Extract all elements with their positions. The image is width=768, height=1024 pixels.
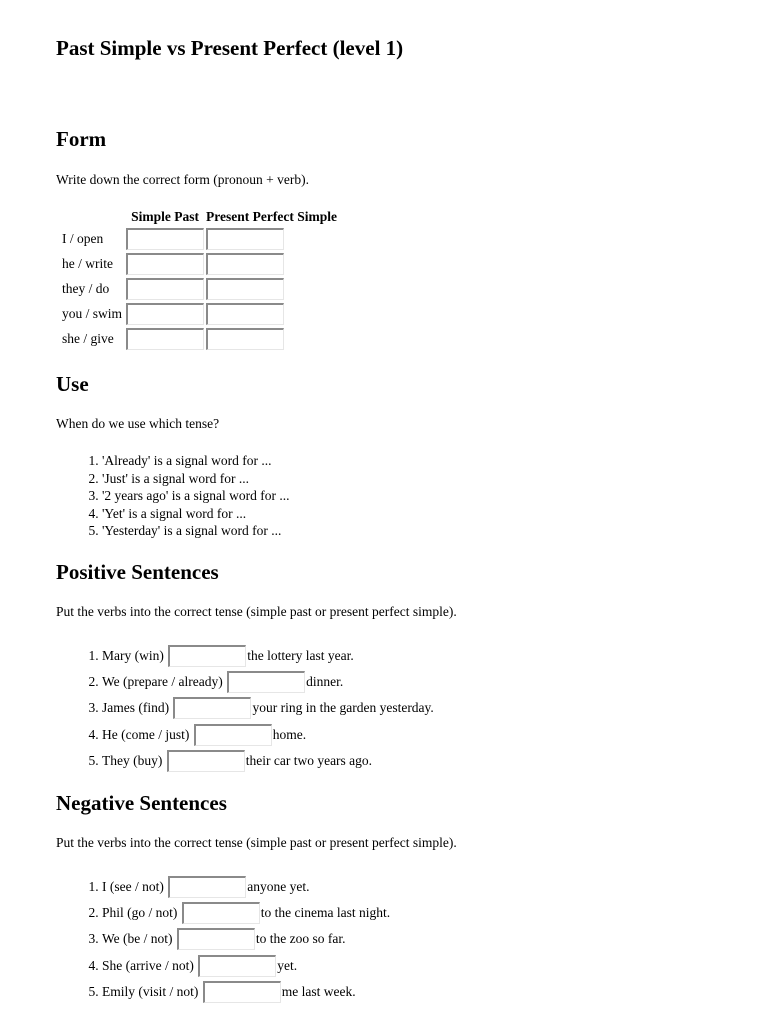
signal-word-list	[56, 452, 289, 540]
form-table	[56, 206, 339, 353]
form-row	[58, 253, 337, 275]
positive-exercise-list	[56, 643, 434, 774]
form-table-header	[58, 209, 337, 225]
exercise-prompt: She (arrive / not)	[102, 957, 194, 973]
negative-instruction: Put the verbs into the correct tense (simple past or present perfect simple).	[56, 835, 457, 850]
exercise-prompt: He (come / just)	[102, 726, 190, 742]
exercise-prompt: Mary (win)	[102, 648, 164, 663]
exercise-prompt: We (be / not)	[102, 931, 173, 947]
exercise-prompt: They (buy)	[102, 752, 163, 768]
present-perfect-input[interactable]	[206, 253, 284, 275]
present-perfect-input[interactable]	[206, 228, 284, 250]
form-row-label: you / swim	[62, 306, 123, 321]
answer-input[interactable]	[227, 671, 305, 693]
form-heading: Form	[56, 127, 107, 151]
answer-input[interactable]	[198, 955, 276, 977]
exercise-item	[102, 979, 390, 1005]
exercise-item	[102, 926, 390, 952]
exercise-item	[102, 953, 390, 979]
simple-past-input[interactable]	[126, 328, 204, 350]
exercise-item	[102, 722, 434, 748]
present-perfect-input[interactable]	[206, 278, 284, 300]
answer-input[interactable]	[194, 724, 272, 746]
answer-input[interactable]	[173, 697, 251, 719]
exercise-continuation: to the cinema last night.	[260, 905, 391, 921]
form-header-present-perfect: Present Perfect Simple	[206, 209, 337, 224]
form-row	[58, 278, 337, 300]
list-item: 3. '2 years ago' is a signal word for ...	[102, 487, 289, 505]
exercise-continuation: home.	[272, 726, 307, 742]
exercise-continuation: dinner.	[306, 674, 344, 690]
list-item: 1. 'Already' is a signal word for ...	[102, 452, 289, 470]
exercise-prompt: Emily (visit / not)	[102, 983, 199, 999]
exercise-continuation: anyone yet.	[247, 879, 310, 894]
exercise-continuation: yet.	[277, 957, 298, 973]
form-header-simple-past: Simple Past	[131, 209, 199, 224]
simple-past-input[interactable]	[126, 228, 204, 250]
exercise-item	[102, 695, 434, 721]
exercise-continuation: the lottery last year.	[247, 648, 354, 663]
form-instruction: Write down the correct form (pronoun + verb).	[56, 172, 309, 187]
form-row	[58, 303, 337, 325]
exercise-item	[102, 874, 390, 900]
form-header-blank	[58, 209, 124, 225]
list-item: 5. 'Yesterday' is a signal word for ...	[102, 522, 289, 540]
form-row-label: he / write	[62, 256, 113, 271]
exercise-continuation: your ring in the garden yesterday.	[252, 700, 434, 716]
form-row-label: she / give	[62, 331, 114, 346]
answer-input[interactable]	[182, 902, 260, 924]
negative-heading: Negative Sentences	[56, 791, 227, 815]
form-row-label: they / do	[62, 281, 110, 296]
form-row-label: I / open	[62, 231, 104, 246]
present-perfect-input[interactable]	[206, 328, 284, 350]
answer-input[interactable]	[168, 876, 246, 898]
exercise-prompt: Phil (go / not)	[102, 905, 178, 921]
exercise-item	[102, 643, 434, 669]
positive-heading: Positive Sentences	[56, 560, 219, 584]
exercise-prompt: We (prepare / already)	[102, 674, 223, 690]
negative-exercise-list	[56, 874, 390, 1005]
answer-input[interactable]	[168, 645, 246, 667]
answer-input[interactable]	[203, 981, 281, 1003]
exercise-prompt: James (find)	[102, 700, 170, 716]
page-title: Past Simple vs Present Perfect (level 1)	[56, 36, 404, 60]
exercise-prompt: I (see / not)	[102, 879, 164, 894]
exercise-item	[102, 669, 434, 695]
positive-instruction: Put the verbs into the correct tense (simple past or present perfect simple).	[56, 604, 457, 619]
exercise-item	[102, 900, 390, 926]
simple-past-input[interactable]	[126, 253, 204, 275]
exercise-continuation: their car two years ago.	[245, 752, 373, 768]
present-perfect-input[interactable]	[206, 303, 284, 325]
use-heading: Use	[56, 372, 89, 396]
form-row	[58, 328, 337, 350]
list-item: 4. 'Yet' is a signal word for ...	[102, 505, 289, 523]
exercise-continuation: to the zoo so far.	[255, 931, 346, 947]
simple-past-input[interactable]	[126, 303, 204, 325]
form-row	[58, 228, 337, 250]
use-instruction: When do we use which tense?	[56, 416, 220, 431]
simple-past-input[interactable]	[126, 278, 204, 300]
answer-input[interactable]	[177, 928, 255, 950]
list-item: 2. 'Just' is a signal word for ...	[102, 470, 289, 488]
exercise-item	[102, 748, 434, 774]
exercise-continuation: me last week.	[281, 983, 356, 999]
answer-input[interactable]	[167, 750, 245, 772]
